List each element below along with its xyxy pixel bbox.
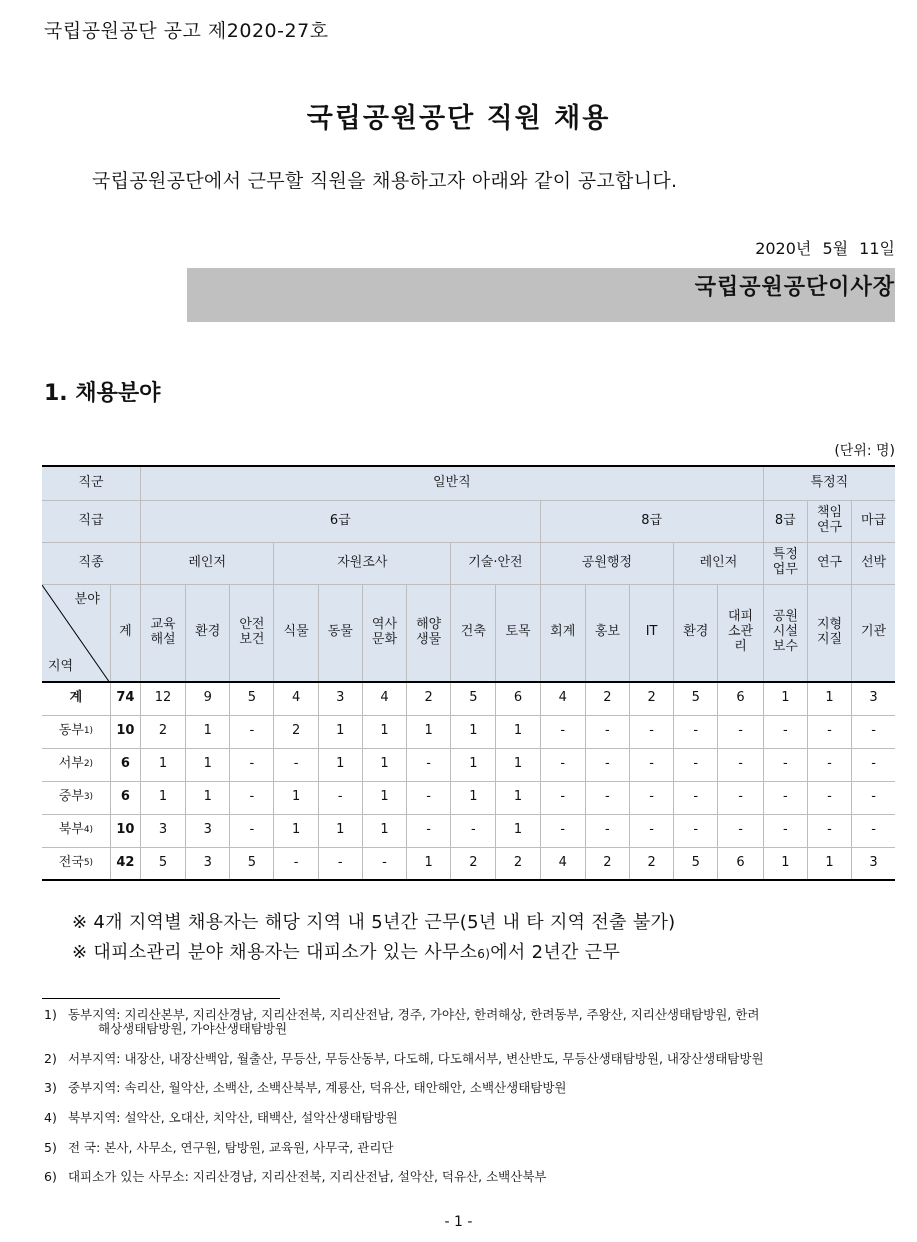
header-jikjong: 직종 <box>42 542 140 584</box>
count-cell: 1 <box>451 781 496 814</box>
page-number: - 1 - <box>444 1214 473 1230</box>
special-responsible-research: 책임 연구 <box>807 500 851 542</box>
subfield-header: 역사 문화 <box>362 584 406 682</box>
field-label: 분야 <box>74 591 100 607</box>
count-cell: 2 <box>629 847 673 880</box>
type-ranger-8: 레인저 <box>674 542 764 584</box>
field-region-corner <box>42 584 110 682</box>
subfield-header: 환경 <box>186 584 230 682</box>
type-park-admin: 공원행정 <box>540 542 674 584</box>
count-cell: 2 <box>407 682 451 715</box>
count-cell: - <box>763 748 807 781</box>
header-special: 특정직 <box>763 466 895 500</box>
count-cell: 1 <box>407 715 451 748</box>
count-cell: 1 <box>807 847 851 880</box>
count-cell: - <box>629 781 673 814</box>
table-row <box>42 715 895 748</box>
count-cell: - <box>585 814 629 847</box>
footnote-6: 6) 대피소가 있는 사무소: 지리산경남, 지리산전북, 지리산전남, 설악산, 덕유산, 소백산북부 <box>44 1169 547 1184</box>
count-cell: 4 <box>362 682 406 715</box>
count-cell: 1 <box>451 748 496 781</box>
count-cell: 5 <box>230 682 274 715</box>
count-cell: 5 <box>451 682 496 715</box>
count-cell: - <box>763 715 807 748</box>
count-cell: - <box>585 748 629 781</box>
count-cell: - <box>807 814 851 847</box>
subfield-header: 지형 지질 <box>807 584 851 682</box>
count-cell: 1 <box>763 847 807 880</box>
subfield-header: 대피 소관 리 <box>718 584 763 682</box>
subfield-header: 해양 생물 <box>407 584 451 682</box>
count-cell: 1 <box>186 781 230 814</box>
count-cell: 1 <box>318 814 362 847</box>
count-cell: - <box>230 715 274 748</box>
count-cell: 1 <box>186 715 230 748</box>
special-grade-8: 8급 <box>763 500 807 542</box>
count-cell: - <box>585 715 629 748</box>
count-cell: 1 <box>140 748 185 781</box>
table-row <box>42 847 895 880</box>
count-cell: 3 <box>852 847 895 880</box>
count-cell: 1 <box>807 682 851 715</box>
count-cell: 1 <box>763 682 807 715</box>
subfield-header: 기관 <box>852 584 895 682</box>
count-cell: - <box>718 748 763 781</box>
count-cell: 1 <box>274 814 318 847</box>
region-name: 중부3) <box>42 781 110 814</box>
count-cell: 5 <box>674 847 718 880</box>
type-ship: 선박 <box>852 542 895 584</box>
count-cell: - <box>807 748 851 781</box>
count-cell: - <box>540 814 585 847</box>
footnote-5: 5) 전 국: 본사, 사무소, 연구원, 탐방원, 교육원, 사무국, 관리단 <box>44 1140 394 1155</box>
count-cell: 2 <box>585 682 629 715</box>
subfield-header: 교육 해설 <box>140 584 185 682</box>
note-regional-term: ※ 4개 지역별 채용자는 해당 지역 내 5년간 근무(5년 내 타 지역 전출 불가) <box>72 912 676 933</box>
count-cell: 4 <box>540 847 585 880</box>
count-cell: - <box>407 814 451 847</box>
count-cell: - <box>230 781 274 814</box>
count-cell: 1 <box>451 715 496 748</box>
type-ranger: 레인저 <box>140 542 274 584</box>
count-cell: - <box>230 748 274 781</box>
count-cell: - <box>674 715 718 748</box>
count-cell: - <box>362 847 406 880</box>
region-label: 지역 <box>48 659 74 675</box>
count-cell: - <box>763 814 807 847</box>
count-cell: - <box>852 814 895 847</box>
count-cell: - <box>407 781 451 814</box>
count-cell: - <box>674 781 718 814</box>
subfield-header: 회계 <box>540 584 585 682</box>
footnote-3: 3) 중부지역: 속리산, 월악산, 소백산, 소백산북부, 계룡산, 덕유산, 태안해안, 소백산생태탐방원 <box>44 1080 567 1095</box>
count-cell: 1 <box>496 748 540 781</box>
count-cell: 3 <box>186 814 230 847</box>
count-cell: - <box>718 781 763 814</box>
count-cell: 2 <box>451 847 496 880</box>
count-cell: - <box>629 748 673 781</box>
count-cell: 1 <box>496 781 540 814</box>
grade-6: 6급 <box>140 500 540 542</box>
count-cell: 1 <box>140 781 185 814</box>
type-resource-survey: 자원조사 <box>274 542 451 584</box>
count-cell: - <box>274 748 318 781</box>
count-cell: - <box>407 748 451 781</box>
count-cell: - <box>318 847 362 880</box>
type-research: 연구 <box>807 542 851 584</box>
row-total: 42 <box>110 847 140 880</box>
count-cell: 3 <box>852 682 895 715</box>
count-cell: - <box>274 847 318 880</box>
count-cell: 9 <box>186 682 230 715</box>
count-cell: 1 <box>318 748 362 781</box>
special-ma-grade: 마급 <box>852 500 895 542</box>
count-cell: - <box>807 715 851 748</box>
count-cell: 2 <box>496 847 540 880</box>
header-jikgun: 직군 <box>42 466 140 500</box>
count-cell: - <box>674 748 718 781</box>
table-row <box>42 781 895 814</box>
count-cell: - <box>852 715 895 748</box>
intro-text: 국립공원공단에서 근무할 직원을 채용하고자 아래와 같이 공고합니다. <box>92 170 678 192</box>
count-cell: - <box>852 781 895 814</box>
count-cell: 1 <box>274 781 318 814</box>
type-tech-safety: 기술·안전 <box>451 542 540 584</box>
header-jikgeup: 직급 <box>42 500 140 542</box>
count-cell: 6 <box>496 682 540 715</box>
count-cell: 3 <box>140 814 185 847</box>
count-cell: 1 <box>186 748 230 781</box>
count-cell: - <box>230 814 274 847</box>
count-cell: 4 <box>540 682 585 715</box>
count-cell: - <box>674 814 718 847</box>
region-name: 동부1) <box>42 715 110 748</box>
section-heading: 1. 채용분야 <box>44 381 161 406</box>
count-cell: - <box>852 748 895 781</box>
count-cell: 1 <box>318 715 362 748</box>
count-cell: 1 <box>362 748 406 781</box>
table-row <box>42 748 895 781</box>
region-name: 서부2) <box>42 748 110 781</box>
total-column-header: 계 <box>110 584 140 682</box>
count-cell: 6 <box>718 847 763 880</box>
count-cell: - <box>318 781 362 814</box>
count-cell: 1 <box>362 715 406 748</box>
notice-number: 국립공원공단 공고 제2020-27호 <box>44 20 329 42</box>
subfield-header: 식물 <box>274 584 318 682</box>
count-cell: - <box>718 715 763 748</box>
announcement-date: 2020년 5월 11일 <box>755 239 895 258</box>
count-cell: 5 <box>230 847 274 880</box>
subfield-header: 공원 시설 보수 <box>763 584 807 682</box>
footnote-4: 4) 북부지역: 설악산, 오대산, 치악산, 태백산, 설악산생태탐방원 <box>44 1110 398 1125</box>
count-cell: 2 <box>585 847 629 880</box>
subfield-header: 토목 <box>496 584 540 682</box>
count-cell: - <box>540 781 585 814</box>
count-cell: 6 <box>718 682 763 715</box>
footnote-divider <box>42 998 280 999</box>
type-special-duty: 특정 업무 <box>763 542 807 584</box>
count-cell: 3 <box>318 682 362 715</box>
count-cell: - <box>540 748 585 781</box>
count-cell: 2 <box>274 715 318 748</box>
count-cell: - <box>629 715 673 748</box>
count-cell: 1 <box>407 847 451 880</box>
count-cell: 5 <box>674 682 718 715</box>
region-name: 전국5) <box>42 847 110 880</box>
region-name: 계 <box>42 682 110 715</box>
count-cell: - <box>540 715 585 748</box>
count-cell: 2 <box>140 715 185 748</box>
count-cell: 1 <box>362 781 406 814</box>
subfield-header: 홍보 <box>585 584 629 682</box>
issuer-name: 국립공원공단이사장 <box>694 275 895 300</box>
table-row <box>42 814 895 847</box>
subfield-header: 건축 <box>451 584 496 682</box>
count-cell: 12 <box>140 682 185 715</box>
subfield-header: 동물 <box>318 584 362 682</box>
footnote-2: 2) 서부지역: 내장산, 내장산백암, 월출산, 무등산, 무등산동부, 다도해, 다도해서부, 변산반도, 무등산생태탐방원, 내장산생태탐방원 <box>44 1051 764 1066</box>
header-general: 일반직 <box>140 466 763 500</box>
count-cell: - <box>807 781 851 814</box>
note-shelter-term: ※ 대피소관리 분야 채용자는 대피소가 있는 사무소6)에서 2년간 근무 <box>72 942 621 963</box>
count-cell: 3 <box>186 847 230 880</box>
count-cell: - <box>629 814 673 847</box>
row-total: 10 <box>110 715 140 748</box>
region-name: 북부4) <box>42 814 110 847</box>
row-total: 6 <box>110 781 140 814</box>
count-cell: - <box>451 814 496 847</box>
count-cell: 2 <box>629 682 673 715</box>
footnote-1: 1) 동부지역: 지리산본부, 지리산경남, 지리산전북, 지리산전남, 경주, 가야산, 한려해상, 한려동부, 주왕산, 지리산생태탐방원, 한려 해상생태탐방원, 가야산생태탐방원 <box>44 1007 760 1036</box>
row-total: 6 <box>110 748 140 781</box>
table-row <box>42 682 895 715</box>
row-total: 10 <box>110 814 140 847</box>
count-cell: 1 <box>496 814 540 847</box>
row-total: 74 <box>110 682 140 715</box>
count-cell: 4 <box>274 682 318 715</box>
count-cell: - <box>718 814 763 847</box>
subfield-header: IT <box>629 584 673 682</box>
subfield-header: 안전 보건 <box>230 584 274 682</box>
count-cell: 5 <box>140 847 185 880</box>
subfield-header: 환경 <box>674 584 718 682</box>
count-cell: 1 <box>362 814 406 847</box>
recruitment-table <box>42 465 895 881</box>
unit-label: (단위: 명) <box>834 443 895 459</box>
document-title: 국립공원공단 직원 채용 <box>306 103 611 134</box>
count-cell: - <box>763 781 807 814</box>
count-cell: 1 <box>496 715 540 748</box>
count-cell: - <box>585 781 629 814</box>
grade-8: 8급 <box>540 500 763 542</box>
